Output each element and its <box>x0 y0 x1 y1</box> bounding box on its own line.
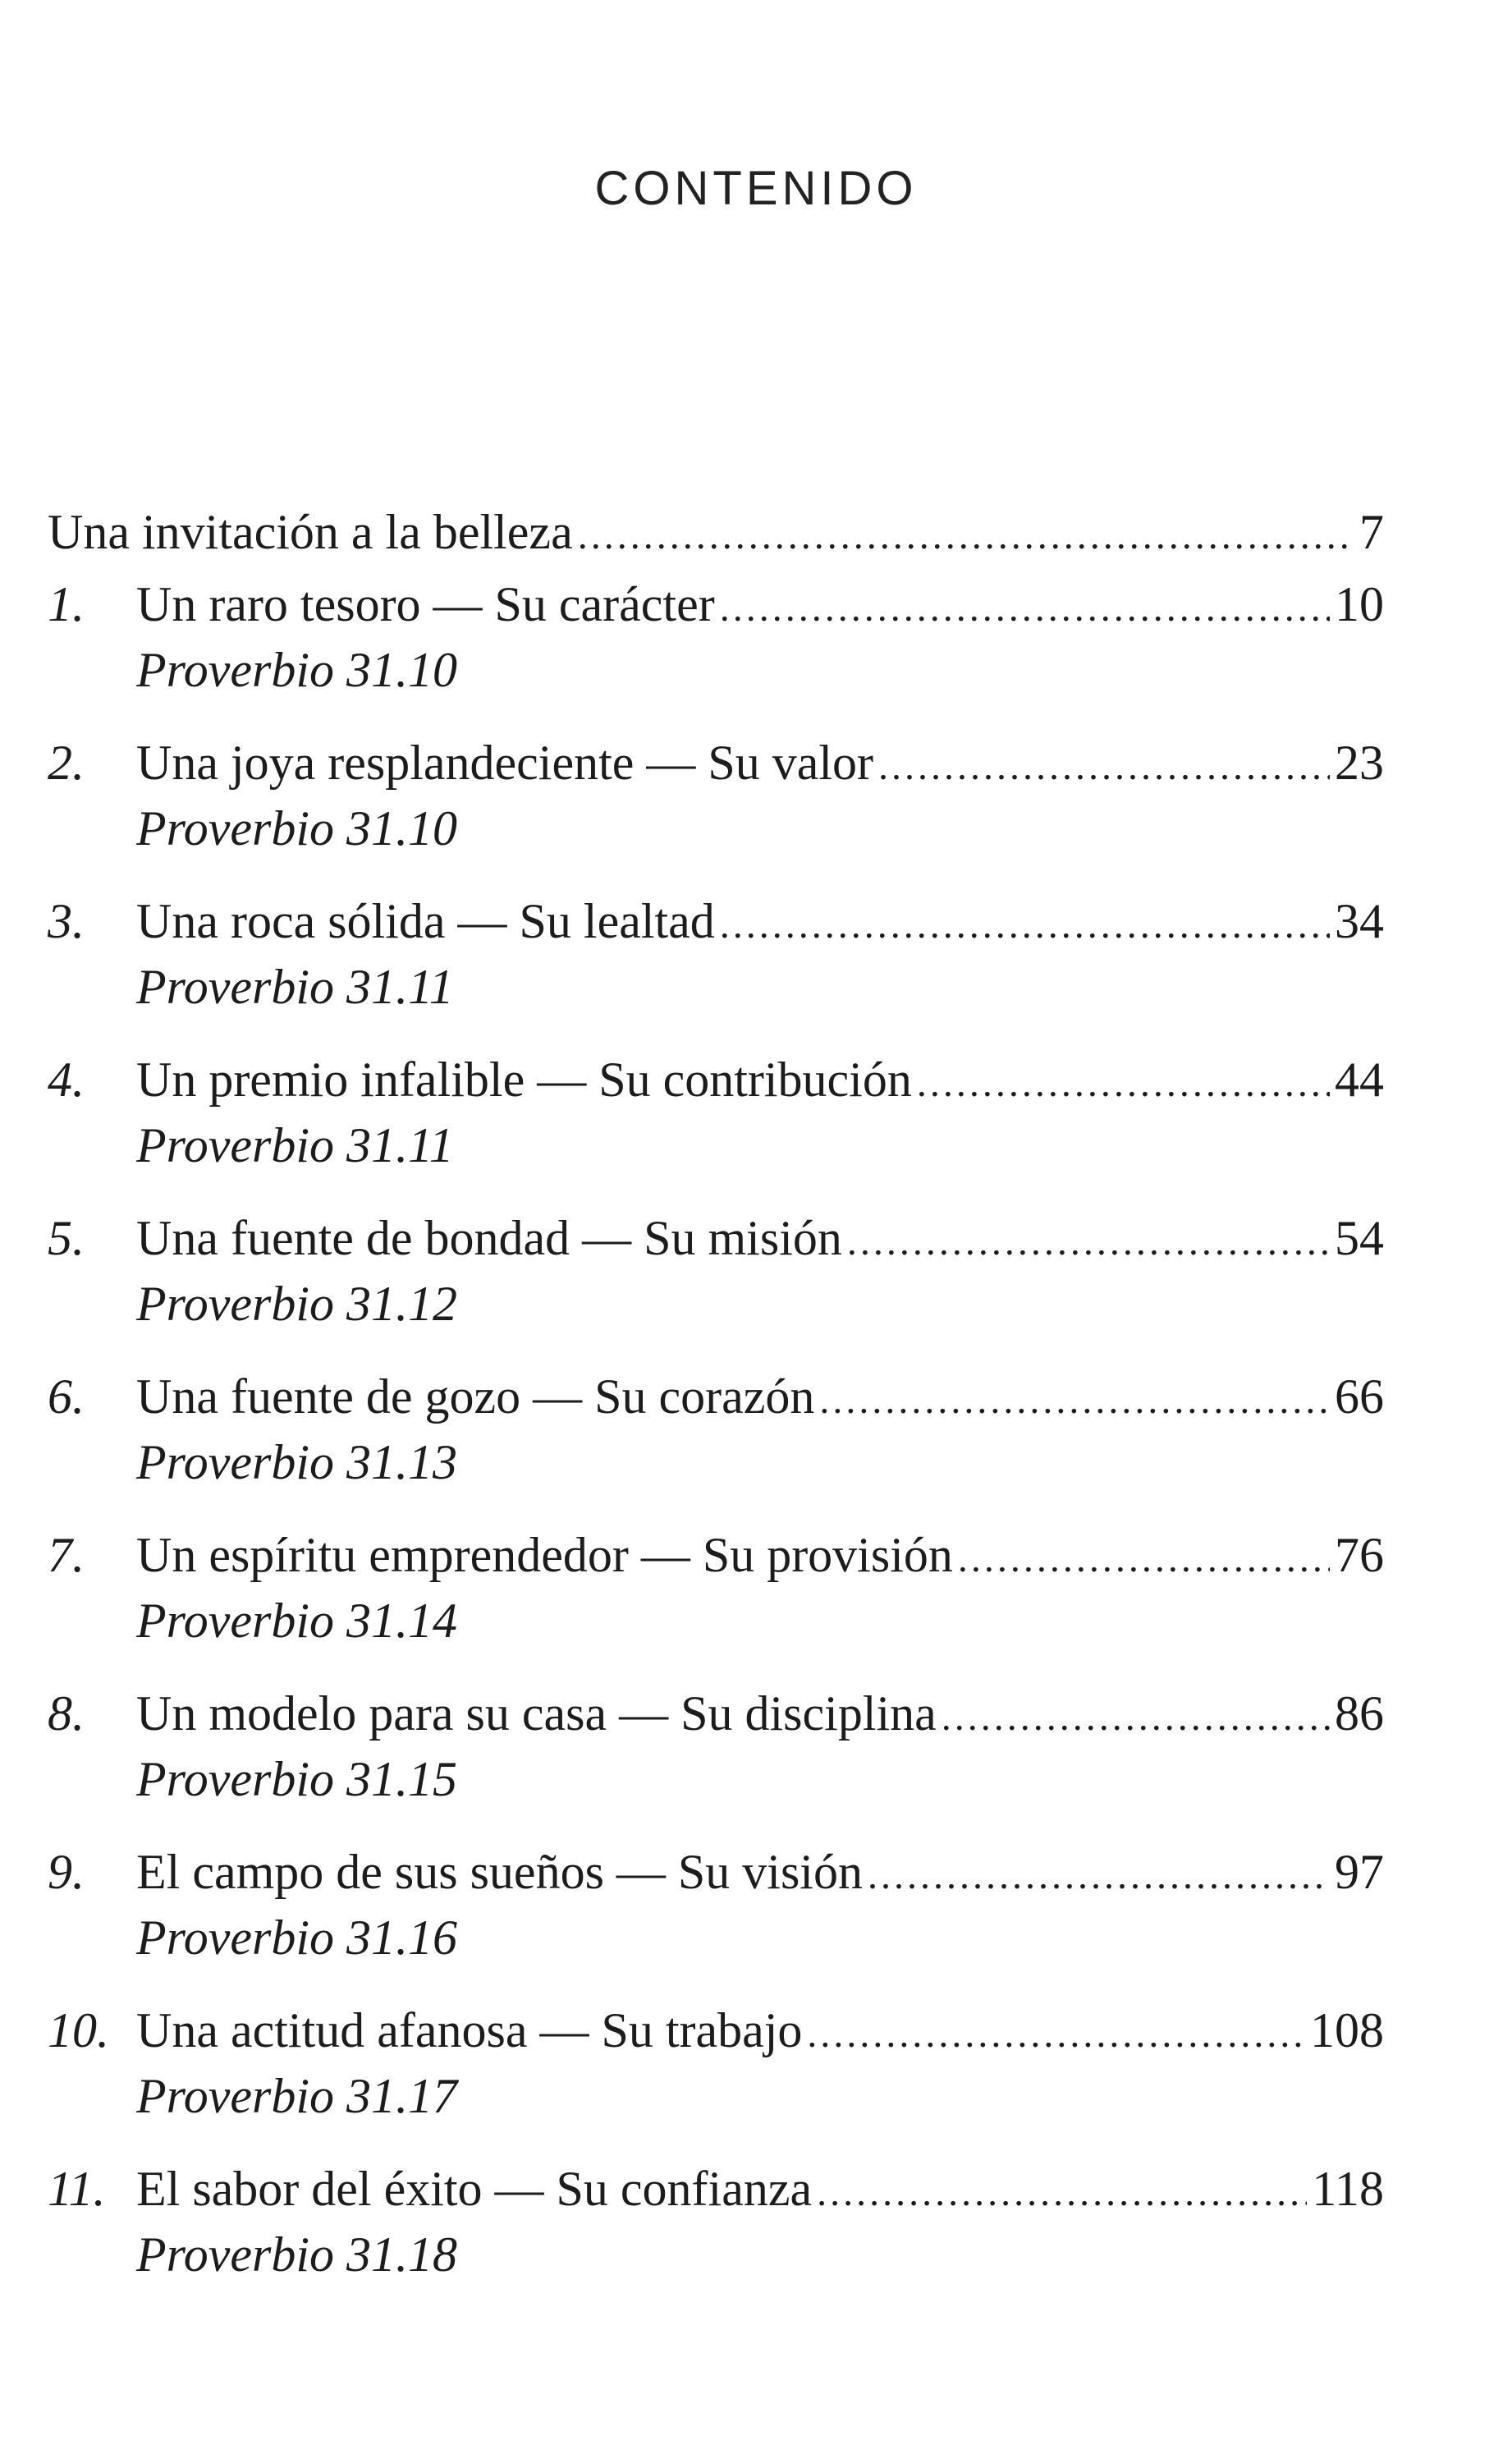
page-number: 7 <box>1359 505 1384 559</box>
page-number: 108 <box>1310 2003 1384 2057</box>
dot-leader <box>720 576 1330 641</box>
toc-entry <box>48 571 1384 703</box>
toc-line <box>48 571 1384 637</box>
toc-line <box>48 1839 1384 1905</box>
table-of-contents <box>48 499 1384 2314</box>
dot-leader <box>817 2160 1307 2226</box>
toc-line <box>48 1364 1384 1429</box>
chapter-title: Una joya resplandeciente — Su valor <box>136 736 874 790</box>
verse-reference: Proverbio 31.15 <box>136 1752 458 1806</box>
toc-line <box>48 1522 1384 1588</box>
toc-entry <box>48 1047 1384 1178</box>
verse-reference: Proverbio 31.10 <box>136 801 458 855</box>
page-number: 76 <box>1335 1528 1384 1582</box>
chapter-number: 8. <box>48 1686 85 1741</box>
verse-reference: Proverbio 31.17 <box>136 2069 458 2123</box>
chapter-title: El campo de sus sueños — Su visión <box>136 1845 863 1899</box>
toc-entry <box>48 1681 1384 1812</box>
chapter-number: 11. <box>48 2162 106 2216</box>
page-number: 10 <box>1335 577 1384 631</box>
page-number: 97 <box>1335 1845 1384 1899</box>
toc-entry <box>48 1364 1384 1495</box>
verse-reference: Proverbio 31.11 <box>136 1118 454 1172</box>
toc-line <box>48 1681 1384 1746</box>
chapter-number: 9. <box>48 1845 85 1899</box>
verse-reference: Proverbio 31.11 <box>136 960 454 1014</box>
chapter-number: 1. <box>48 577 85 631</box>
chapter-number: 3. <box>48 894 85 948</box>
toc-entry <box>48 888 1384 1020</box>
verse-reference: Proverbio 31.13 <box>136 1435 458 1489</box>
dot-leader <box>847 1209 1330 1275</box>
dot-leader <box>807 2002 1305 2067</box>
page-title: CONTENIDO <box>594 162 918 215</box>
chapter-title: Un raro tesoro — Su carácter <box>136 577 715 631</box>
toc-line <box>48 730 1384 796</box>
page-number: 66 <box>1335 1369 1384 1424</box>
dot-leader <box>917 1051 1330 1117</box>
toc-entry <box>48 1839 1384 1970</box>
page-number: 86 <box>1335 1686 1384 1741</box>
toc-entry <box>48 1997 1384 2129</box>
dot-leader <box>720 892 1330 958</box>
page-number: 34 <box>1335 894 1384 948</box>
toc-entry <box>48 1205 1384 1337</box>
dot-leader <box>958 1526 1330 1592</box>
toc-entry <box>48 1522 1384 1653</box>
dot-leader <box>878 734 1330 800</box>
chapter-title: Un premio infalible — Su contribución <box>136 1053 912 1107</box>
toc-line <box>48 1047 1384 1112</box>
chapter-title: Una roca sólida — Su lealtad <box>136 894 715 948</box>
chapter-number: 5. <box>48 1211 85 1265</box>
page-number: 23 <box>1335 736 1384 790</box>
chapter-title: Un espíritu emprendedor — Su provisión <box>136 1528 953 1582</box>
dot-leader <box>868 1843 1330 1909</box>
toc-entry <box>48 730 1384 861</box>
toc-entry <box>48 2156 1384 2287</box>
verse-reference: Proverbio 31.10 <box>136 643 458 697</box>
dot-leader <box>942 1685 1330 1750</box>
chapter-title: Una actitud afanosa — Su trabajo <box>136 2003 803 2057</box>
chapter-title: El sabor del éxito — Su confianza <box>136 2162 813 2216</box>
chapter-number: 2. <box>48 736 85 790</box>
dot-leader <box>819 1368 1330 1433</box>
chapter-title: Una fuente de gozo — Su corazón <box>136 1369 815 1424</box>
toc-line <box>48 2156 1384 2222</box>
chapter-title: Un modelo para su casa — Su disciplina <box>136 1686 937 1741</box>
toc-entry-intro <box>48 499 1384 565</box>
chapter-number: 6. <box>48 1369 85 1424</box>
chapter-number: 7. <box>48 1528 85 1582</box>
entry-title: Una invitación a la belleza <box>48 505 573 559</box>
verse-reference: Proverbio 31.16 <box>136 1910 458 1965</box>
verse-reference: Proverbio 31.14 <box>136 1594 458 1648</box>
page-number: 54 <box>1335 1211 1384 1265</box>
chapter-number: 4. <box>48 1053 85 1107</box>
page-number: 44 <box>1335 1053 1384 1107</box>
toc-line <box>48 1205 1384 1271</box>
dot-leader <box>578 503 1354 569</box>
chapter-title: Una fuente de bondad — Su misión <box>136 1211 842 1265</box>
verse-reference: Proverbio 31.12 <box>136 1277 458 1331</box>
toc-line <box>48 888 1384 954</box>
chapter-number: 10. <box>48 2003 109 2057</box>
toc-line <box>48 1997 1384 2063</box>
verse-reference: Proverbio 31.18 <box>136 2227 458 2282</box>
page-number: 118 <box>1312 2162 1384 2216</box>
toc-line <box>48 499 1384 565</box>
